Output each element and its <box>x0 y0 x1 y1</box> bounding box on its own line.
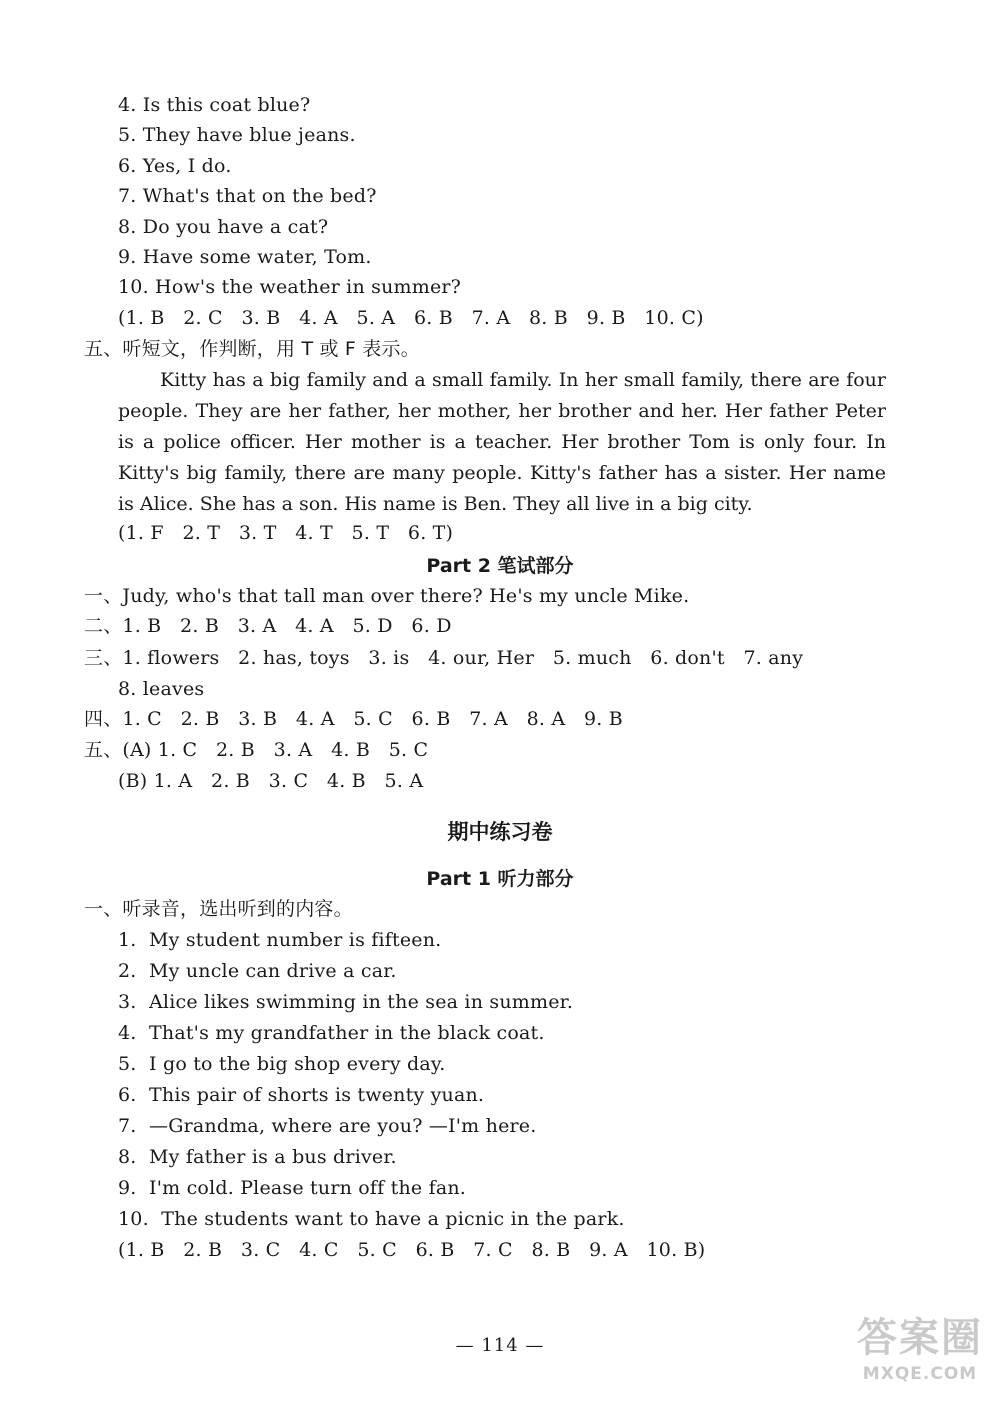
part1-heading: Part 1 听力部分 <box>426 868 574 890</box>
part2-q3: 三、1. flowers 2. has, toys 3. is 4. our, Her 5. much 6. don't 7. any <box>84 647 804 669</box>
listen-item-10: 10. The students want to have a picnic in the park. <box>118 1208 625 1230</box>
part2-q5b: (B) 1. A 2. B 3. C 4. B 5. A <box>118 770 424 792</box>
page-number: — 114 — <box>455 1335 545 1356</box>
block1-line-9: 9. Have some water, Tom. <box>118 246 372 268</box>
listen-item-8: 8. My father is a bus driver. <box>118 1146 397 1168</box>
exam-title: 期中练习卷 <box>447 820 553 844</box>
block1-line-10: 10. How's the weather in summer? <box>118 276 462 298</box>
watermark-url: MXQE.COM <box>862 1364 978 1384</box>
listen-heading: 一、听录音，选出听到的内容。 <box>84 898 353 920</box>
watermark-logo-text: 答案圈 <box>857 1315 983 1361</box>
listen-item-5: 5. I go to the big shop every day. <box>118 1053 446 1075</box>
block1-line-4: 4. Is this coat blue? <box>118 94 311 116</box>
part2-q5a: 五、(A) 1. C 2. B 3. A 4. B 5. C <box>84 739 429 761</box>
block1-line-7: 7. What's that on the bed? <box>118 185 377 207</box>
block1-line-8: 8. Do you have a cat? <box>118 216 329 238</box>
block1-line-5: 5. They have blue jeans. <box>118 124 356 146</box>
listen-item-1: 1. My student number is fifteen. <box>118 929 442 951</box>
block1-line-6: 6. Yes, I do. <box>118 155 232 177</box>
watermark-logo <box>850 1312 990 1402</box>
listen-item-6: 6. This pair of shorts is twenty yuan. <box>118 1084 485 1106</box>
part2-q4: 四、1. C 2. B 3. B 4. A 5. C 6. B 7. A 8. A 9. B <box>84 708 623 730</box>
passage-text: Kitty has a big family and a small family. In her small family, there are four people. They are her father, her mother, her brother and her. Her father Peter is a police officer. Her mother is a teacher. Her brother Tom is only four. In Kitty's big family, there are many people. Kitty's father has a sister. Her name is Alice. She has a son. His name is Ben. They all live in a big city. <box>118 369 886 515</box>
listen-answer-key: (1. B 2. B 3. C 4. C 5. C 6. B 7. C 8. B 9. A 10. B) <box>118 1239 706 1261</box>
part2-q1: 一、Judy, who's that tall man over there? He's my uncle Mike. <box>84 585 690 607</box>
listen-item-7: 7. —Grandma, where are you? —I'm here. <box>118 1115 537 1137</box>
listen-item-4: 4. That's my grandfather in the black coat. <box>118 1022 545 1044</box>
listen-item-3: 3. Alice likes swimming in the sea in summer. <box>118 991 574 1013</box>
passage-answer-key: (1. F 2. T 3. T 4. T 5. T 6. T) <box>118 522 454 544</box>
section5-heading: 五、听短文，作判断，用 T 或 F 表示。 <box>84 338 420 360</box>
listen-item-2: 2. My uncle can drive a car. <box>118 960 397 982</box>
part2-q2: 二、1. B 2. B 3. A 4. A 5. D 6. D <box>84 615 452 637</box>
listen-item-9: 9. I'm cold. Please turn off the fan. <box>118 1177 467 1199</box>
block1-answer-key: (1. B 2. C 3. B 4. A 5. A 6. B 7. A 8. B 9. B 10. C) <box>118 307 704 329</box>
part2-heading: Part 2 笔试部分 <box>426 555 574 577</box>
part2-q3-cont: 8. leaves <box>118 678 205 700</box>
